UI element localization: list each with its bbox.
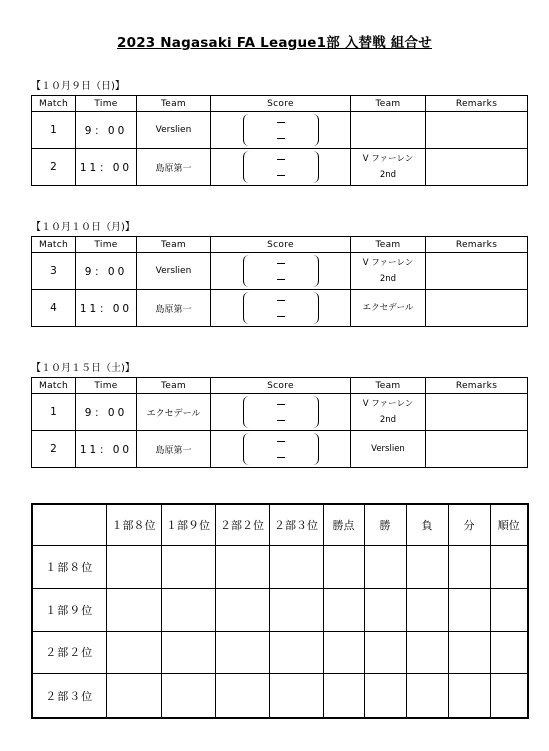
column-header: 勝 bbox=[364, 504, 406, 546]
header-remarks: Remarks bbox=[426, 96, 528, 112]
standings-header-row bbox=[32, 504, 528, 546]
standings-cell bbox=[490, 631, 528, 674]
standings-cell bbox=[161, 546, 215, 589]
standings-cell bbox=[161, 588, 215, 631]
score-dash bbox=[277, 441, 285, 442]
away-team bbox=[351, 290, 426, 327]
score-bracket bbox=[243, 114, 319, 146]
match-time: 11：00 bbox=[76, 431, 137, 468]
standings-cell bbox=[161, 674, 215, 718]
standings-cell bbox=[215, 674, 269, 718]
away-team bbox=[351, 112, 426, 149]
match-number: 4 bbox=[32, 290, 76, 327]
score-bracket bbox=[243, 255, 319, 287]
match-number: 2 bbox=[32, 149, 76, 186]
score-bracket bbox=[243, 433, 319, 465]
away-team-line1: Verslien bbox=[371, 444, 405, 454]
standings-cell bbox=[364, 674, 406, 718]
header-team: Team bbox=[351, 96, 426, 112]
standings-cell bbox=[106, 588, 161, 631]
standings-cell bbox=[269, 674, 323, 718]
score-bracket bbox=[243, 151, 319, 183]
score-cell bbox=[211, 149, 351, 186]
column-header: ２部２位 bbox=[215, 504, 269, 546]
match-row bbox=[32, 253, 528, 290]
standings-cell bbox=[323, 546, 364, 589]
home-team: Verslien bbox=[137, 253, 211, 290]
header-time: Time bbox=[76, 237, 137, 253]
standings-cell bbox=[448, 588, 490, 631]
away-team-line1: V ファーレン bbox=[362, 399, 414, 409]
header-remarks: Remarks bbox=[426, 237, 528, 253]
standings-cell bbox=[106, 546, 161, 589]
score-bracket bbox=[243, 292, 319, 324]
away-team-line1: V ファーレン bbox=[362, 258, 414, 268]
remarks-cell bbox=[426, 149, 528, 186]
standings-cell bbox=[490, 674, 528, 718]
standings-row bbox=[32, 588, 528, 631]
header-team: Team bbox=[137, 96, 211, 112]
away-team-line1: エクセデール bbox=[362, 303, 414, 313]
header-score: Score bbox=[211, 96, 351, 112]
score-dash bbox=[277, 457, 285, 458]
standings-row bbox=[32, 546, 528, 589]
match-number: 2 bbox=[32, 431, 76, 468]
header-score: Score bbox=[211, 237, 351, 253]
score-dash bbox=[277, 122, 285, 123]
remarks-cell bbox=[426, 394, 528, 431]
match-time: 11：00 bbox=[76, 149, 137, 186]
header-team: Team bbox=[137, 378, 211, 394]
remarks-cell bbox=[426, 431, 528, 468]
header-match: Match bbox=[32, 378, 76, 394]
standings-cell bbox=[364, 631, 406, 674]
standings-cell bbox=[106, 674, 161, 718]
match-number: 1 bbox=[32, 394, 76, 431]
match-row bbox=[32, 112, 528, 149]
score-dash bbox=[277, 420, 285, 421]
standings-cell bbox=[406, 674, 448, 718]
page-title: 2023 Nagasaki FA League1部 入替戦 組合せ bbox=[117, 35, 432, 51]
score-cell bbox=[211, 431, 351, 468]
column-header: 勝点 bbox=[323, 504, 364, 546]
home-team: 島原第一 bbox=[137, 149, 211, 186]
standings-cell bbox=[364, 588, 406, 631]
score-cell bbox=[211, 253, 351, 290]
standings-cell bbox=[448, 631, 490, 674]
score-dash bbox=[277, 263, 285, 264]
header-match: Match bbox=[32, 96, 76, 112]
standings-cell bbox=[406, 631, 448, 674]
match-row bbox=[32, 394, 528, 431]
standings-cell bbox=[215, 631, 269, 674]
away-team-line2: 2nd bbox=[379, 415, 397, 425]
score-dash bbox=[277, 175, 285, 176]
remarks-cell bbox=[426, 290, 528, 327]
header-time: Time bbox=[76, 378, 137, 394]
match-number: 3 bbox=[32, 253, 76, 290]
standings-cell bbox=[406, 546, 448, 589]
header-time: Time bbox=[76, 96, 137, 112]
away-team-line1: V ファーレン bbox=[362, 154, 414, 164]
standings-cell bbox=[490, 546, 528, 589]
header-match: Match bbox=[32, 237, 76, 253]
header-score: Score bbox=[211, 378, 351, 394]
home-team: 島原第一 bbox=[137, 431, 211, 468]
match-row bbox=[32, 149, 528, 186]
standings-cell bbox=[323, 674, 364, 718]
remarks-cell bbox=[426, 253, 528, 290]
away-team bbox=[351, 394, 426, 431]
column-header: １部９位 bbox=[161, 504, 215, 546]
standings-cell bbox=[161, 631, 215, 674]
home-team: Verslien bbox=[137, 112, 211, 149]
score-cell bbox=[211, 394, 351, 431]
standings-cell bbox=[269, 588, 323, 631]
schedule-table-day-1 bbox=[31, 95, 528, 186]
day-heading: 【１０月１０日（月)】 bbox=[31, 222, 135, 233]
standings-cell bbox=[106, 631, 161, 674]
score-cell bbox=[211, 112, 351, 149]
home-team: 島原第一 bbox=[137, 290, 211, 327]
row-label: ２部２位 bbox=[32, 631, 106, 674]
row-label: １部９位 bbox=[32, 588, 106, 631]
day-heading: 【１０月９日（日)】 bbox=[31, 81, 125, 92]
schedule-table-day-2 bbox=[31, 236, 528, 327]
standings-cell bbox=[406, 588, 448, 631]
standings-row bbox=[32, 674, 528, 718]
day-heading: 【１０月１５日（土)】 bbox=[31, 363, 135, 374]
header-remarks: Remarks bbox=[426, 378, 528, 394]
standings-cell bbox=[323, 631, 364, 674]
home-team: エクセデール bbox=[137, 394, 211, 431]
match-time: 11：00 bbox=[76, 290, 137, 327]
standings-cell bbox=[364, 546, 406, 589]
away-team bbox=[351, 149, 426, 186]
match-row bbox=[32, 431, 528, 468]
away-team-line2: 2nd bbox=[379, 170, 397, 180]
score-dash bbox=[277, 300, 285, 301]
header-team: Team bbox=[351, 378, 426, 394]
score-dash bbox=[277, 138, 285, 139]
header-team: Team bbox=[351, 237, 426, 253]
score-dash bbox=[277, 316, 285, 317]
column-header: １部８位 bbox=[106, 504, 161, 546]
column-header: ２部３位 bbox=[269, 504, 323, 546]
match-time: 9：00 bbox=[76, 253, 137, 290]
standings-table bbox=[31, 503, 529, 719]
row-label: １部８位 bbox=[32, 546, 106, 589]
score-dash bbox=[277, 279, 285, 280]
score-dash bbox=[277, 404, 285, 405]
away-team bbox=[351, 253, 426, 290]
remarks-cell bbox=[426, 112, 528, 149]
score-cell bbox=[211, 290, 351, 327]
schedule-table-day-3 bbox=[31, 377, 528, 468]
score-bracket bbox=[243, 396, 319, 428]
row-label: ２部３位 bbox=[32, 674, 106, 718]
column-header: 分 bbox=[448, 504, 490, 546]
standings-cell bbox=[269, 546, 323, 589]
standings-cell bbox=[490, 588, 528, 631]
match-time: 9：00 bbox=[76, 394, 137, 431]
column-header: 順位 bbox=[490, 504, 528, 546]
standings-cell bbox=[323, 588, 364, 631]
standings-cell bbox=[448, 546, 490, 589]
standings-cell bbox=[448, 674, 490, 718]
header-team: Team bbox=[137, 237, 211, 253]
standings-cell bbox=[215, 588, 269, 631]
match-time: 9：00 bbox=[76, 112, 137, 149]
standings-cell bbox=[269, 631, 323, 674]
away-team bbox=[351, 431, 426, 468]
standings-row bbox=[32, 631, 528, 674]
column-header: 負 bbox=[406, 504, 448, 546]
corner-cell bbox=[32, 504, 106, 546]
match-row bbox=[32, 290, 528, 327]
score-dash bbox=[277, 159, 285, 160]
match-number: 1 bbox=[32, 112, 76, 149]
standings-cell bbox=[215, 546, 269, 589]
away-team-line2: 2nd bbox=[379, 274, 397, 284]
